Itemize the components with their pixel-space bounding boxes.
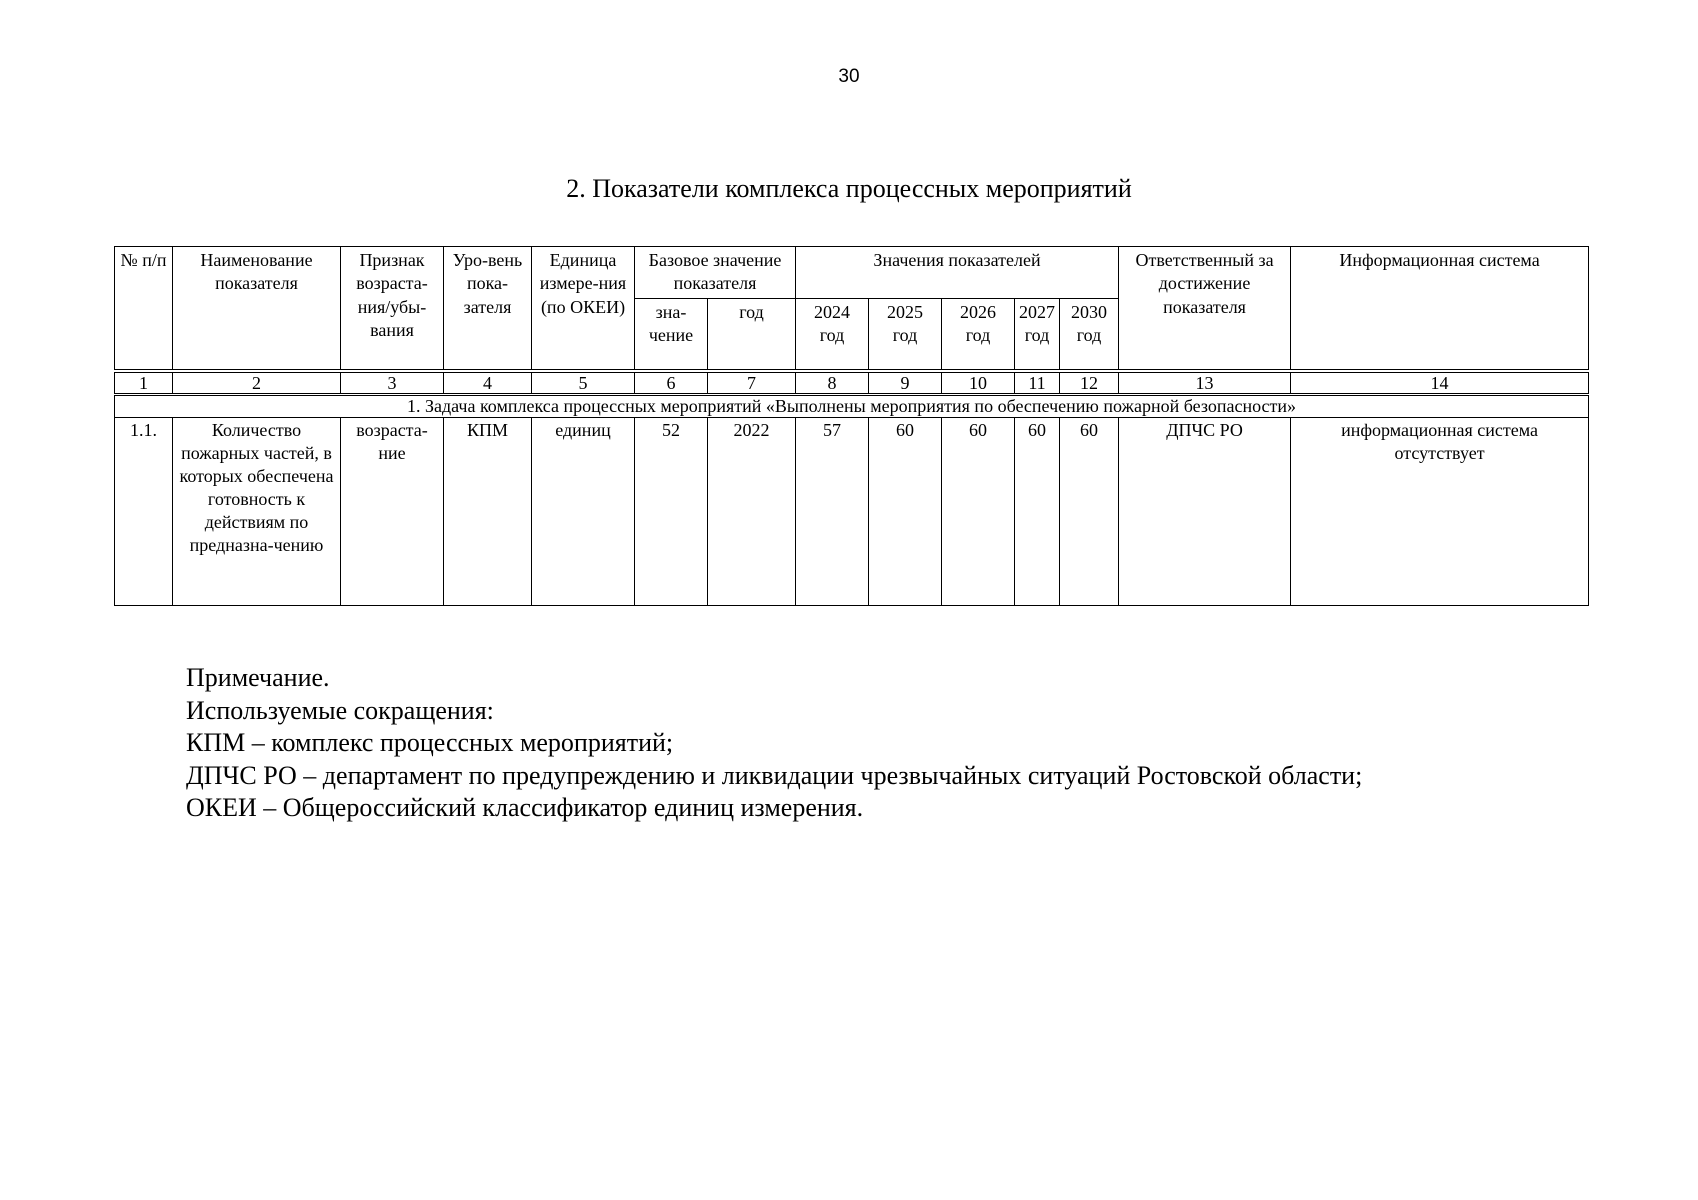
cell-2030: 60 [1060, 418, 1119, 606]
header-name: Наименование показателя [173, 247, 341, 371]
column-number: 6 [635, 371, 708, 395]
column-number: 14 [1291, 371, 1589, 395]
cell-unit: единиц [532, 418, 635, 606]
header-base-value: зна-чение [635, 298, 708, 371]
cell-2027: 60 [1015, 418, 1060, 606]
notes [186, 662, 1362, 825]
column-number: 5 [532, 371, 635, 395]
table-header-row [115, 247, 1589, 299]
cell-sign: возраста-ние [341, 418, 444, 606]
column-numbers-row [115, 371, 1589, 395]
header-2027: 2027 год [1015, 298, 1060, 371]
cell-base-value: 52 [635, 418, 708, 606]
header-base-year: год [708, 298, 796, 371]
cell-2026: 60 [942, 418, 1015, 606]
cell-2025: 60 [869, 418, 942, 606]
cell-level: КПМ [444, 418, 532, 606]
note-item: КПМ – комплекс процессных мероприятий; [186, 728, 674, 757]
notes-title: Примечание. [186, 663, 330, 692]
notes-abbr-title: Используемые сокращения: [186, 695, 494, 725]
column-number: 10 [942, 371, 1015, 395]
column-number: 4 [444, 371, 532, 395]
header-responsible: Ответственный за достижение показателя [1119, 247, 1291, 371]
header-unit: Единица измере-ния (по ОКЕИ) [532, 247, 635, 371]
header-base: Базовое значение показателя [635, 247, 796, 299]
column-number: 13 [1119, 371, 1291, 395]
note-item: ОКЕИ – Общероссийский классификатор единиц измерения. [186, 793, 864, 822]
header-info-system: Информационная система [1291, 247, 1589, 371]
cell-info-system: информационная система отсутствует [1291, 418, 1589, 606]
cell-responsible: ДПЧС РО [1119, 418, 1291, 606]
header-values: Значения показателей [796, 247, 1119, 299]
column-number: 8 [796, 371, 869, 395]
header-sign: Признак возраста-ния/убы-вания [341, 247, 444, 371]
column-number: 3 [341, 371, 444, 395]
column-number: 12 [1060, 371, 1119, 395]
cell-num: 1.1. [115, 418, 173, 606]
page-number: 30 [838, 66, 860, 87]
table-row [115, 418, 1589, 606]
section-title: 2. Показатели комплекса процессных мероприятий [566, 174, 1132, 203]
cell-2024: 57 [796, 418, 869, 606]
task-row [115, 395, 1589, 418]
column-number: 1 [115, 371, 173, 395]
header-2024: 2024 год [796, 298, 869, 371]
header-2030: 2030 год [1060, 298, 1119, 371]
column-number: 7 [708, 371, 796, 395]
indicators-table [114, 246, 1589, 606]
cell-base-year: 2022 [708, 418, 796, 606]
header-2026: 2026 год [942, 298, 1015, 371]
cell-name: Количество пожарных частей, в которых обеспечена готовность к действиям по предназна-чению [173, 418, 341, 606]
note-item: ДПЧС РО – департамент по предупреждению и ликвидации чрезвычайных ситуаций Ростовской области; [186, 760, 1363, 790]
header-2025: 2025 год [869, 298, 942, 371]
column-number: 9 [869, 371, 942, 395]
header-level: Уро-вень пока-зателя [444, 247, 532, 371]
task-title: 1. Задача комплекса процессных мероприятий «Выполнены мероприятия по обеспечению пожарной безопасности» [115, 395, 1589, 418]
header-num: № п/п [115, 247, 173, 371]
column-number: 2 [173, 371, 341, 395]
column-number: 11 [1015, 371, 1060, 395]
